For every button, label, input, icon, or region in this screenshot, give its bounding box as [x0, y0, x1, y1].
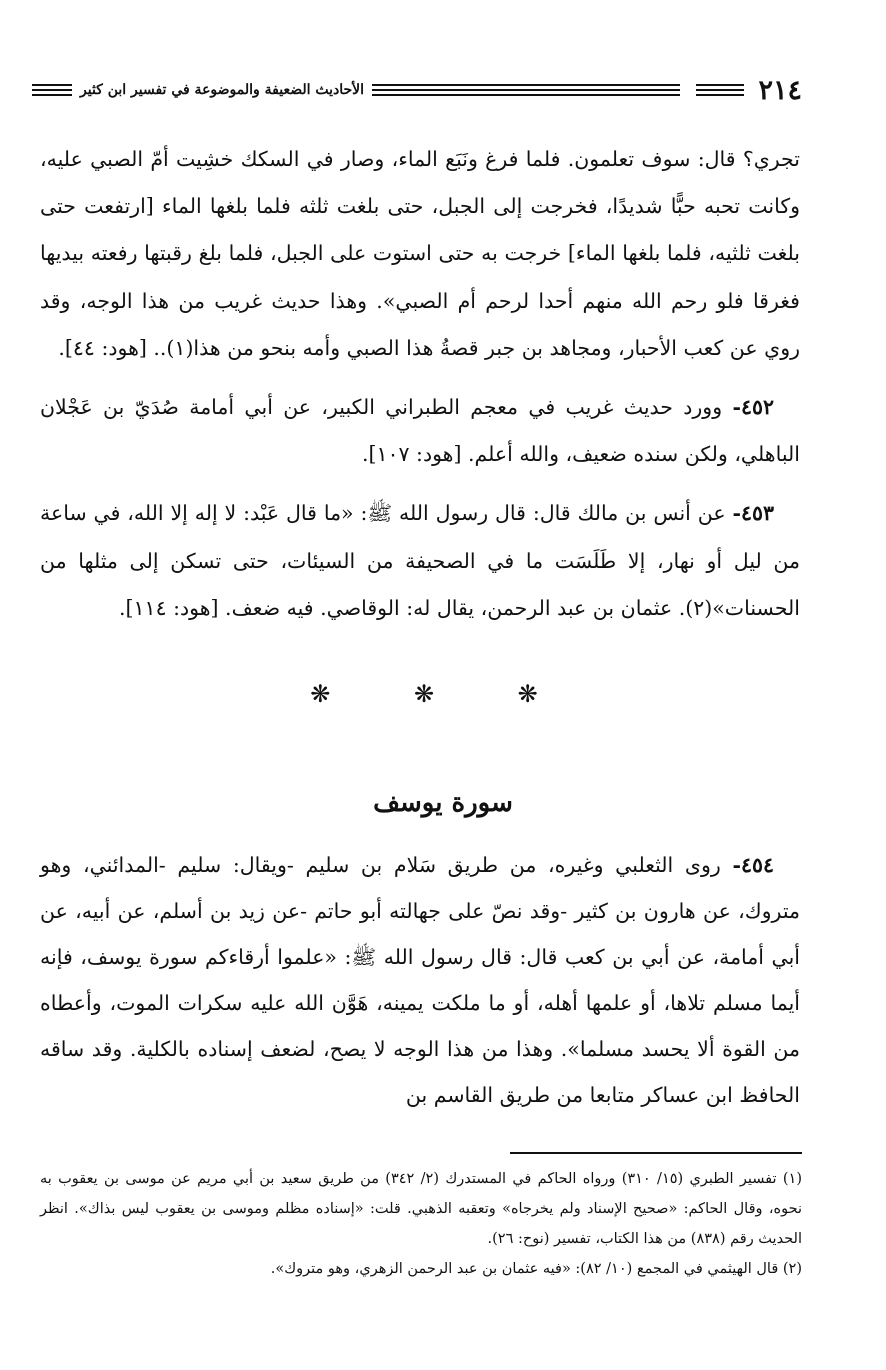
page-number: ٢١٤ — [758, 74, 802, 106]
paragraph-text: روى الثعلبي وغيره، من طريق سَلام بن سليم -ويقال: سليم -المدائني، وهو متروك، عن هارون بن كثير -وقد نصّ على جهالته أبو حاتم -عن زيد بن أسلم، عن أبيه، عن أبي أمامة، عن أبي بن كعب قال: قال رسول الله ﷺ: «علموا أرقاءكم سورة يوسف، فإنه أيما مسلم تلاها، أو علمها أهله، أو ما ملكت يمينه، هَوَّن الله عليه سكرات الموت، وأعطاه من القوة ألا يحسد مسلما». وهذا من هذا الوجه لا يصح، لضعف إسناده بالكلية. وقد ساقه الحافظ ابن عساكر متابعا من طريق القاسم بن — [40, 853, 800, 1107]
hadith-number: ٤٥٢- — [732, 395, 774, 420]
paragraph-text: عن أنس بن مالك قال: قال رسول الله ﷺ: «ما قال عَبْد: لا إله إلا الله، في ساعة من ليل أو نهار، إلا طَلَسَت ما في الصحيفة من السيئات، حتى تسكن إلى مثلها من الحسنات»(٢). عثمان بن عبد الرحمن، يقال له: الوقاصي. فيه ضعف. [هود: ١١٤]. — [40, 501, 800, 620]
main-text-bottom — [40, 842, 800, 1118]
footnote-1: (١) تفسير الطبري (١٥/ ٣١٠) ورواه الحاكم في المستدرك (٢/ ٣٤٢) من طريق سعيد بن أبي مريم عن موسى بن يعقوب به نحوه، وقال الحاكم: «صحيح الإسناد ولم يخرجاه» وتعقبه الذهبي. قلت: «إسناده مظلم وموسى بن يعقوب ليس بذاك». انظر الحديث رقم (٨٣٨) من هذا الكتاب، تفسير (نوح: ٢٦). — [40, 1171, 802, 1247]
hadith-number: ٤٥٣- — [732, 501, 774, 526]
hadith-number: ٤٥٤- — [732, 853, 774, 877]
header-rule-right — [696, 84, 744, 96]
main-text-top — [40, 136, 800, 644]
header-rule-middle — [372, 84, 680, 96]
paragraph-text: تجري؟ قال: سوف تعلمون. فلما فرغ ونَبَع الماء، وصار في السكك خشِيت أمّ الصبي عليه، وكانت تحبه حبًّا شديدًا، فخرجت إلى الجبل، حتى بلغت ثلثه فلما بلغها الماء [ارتفعت حتى بلغت ثلثيه، فلما بلغها الماء] خرجت به حتى استوت على الجبل، فلما بلغ رقبتها رفعته بيديها فغرقا فلو رحم الله منهم أحدا لرحم أم الصبي». وهذا حديث غريب من هذا الوجه، وقد روي عن كعب الأحبار، ومجاهد بن جبر قصةُ هذا الصبي وأمه بنحو من هذا(١).. [هود: ٤٤]. — [40, 147, 800, 360]
footnote-2: (٢) قال الهيثمي في المجمع (١٠/ ٨٢): «فيه عثمان بن عبد الرحمن الزهري، وهو متروك». — [270, 1261, 802, 1277]
surah-title: سورة يوسف — [373, 788, 513, 818]
paragraph — [40, 384, 800, 478]
paragraph — [40, 136, 800, 372]
footnote-divider — [510, 1152, 802, 1154]
header-rule-left — [32, 84, 72, 96]
running-title: الأحاديث الضعيفة والموضوعة في تفسير ابن كثير — [80, 82, 365, 98]
footnotes — [40, 1164, 802, 1284]
section-separator: ❋ ❋ ❋ — [310, 680, 576, 708]
paragraph — [40, 842, 800, 1118]
paragraph-text: وورد حديث غريب في معجم الطبراني الكبير، عن أبي أمامة صُدَيّ بن عَجْلان الباهلي، ولكن سنده ضعيف، والله أعلم. [هود: ١٠٧]. — [40, 395, 800, 467]
running-header — [32, 72, 802, 108]
paragraph — [40, 490, 800, 632]
